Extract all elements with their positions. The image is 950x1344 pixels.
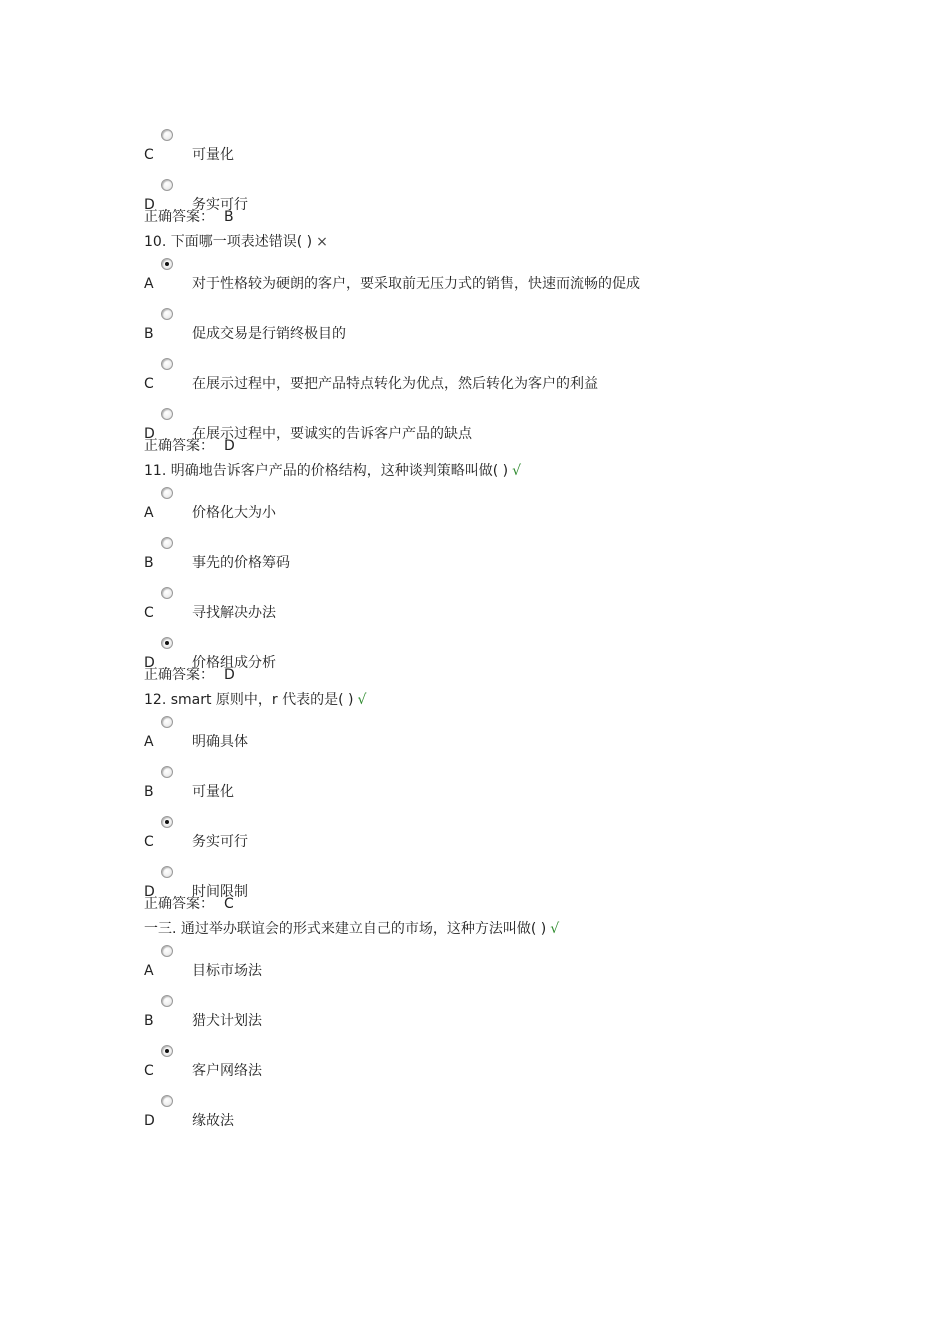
correct-answer-value: B <box>224 209 234 225</box>
radio-button-icon[interactable] <box>161 179 173 191</box>
quiz-document <box>144 126 844 1142</box>
option-text: 寻找解决办法 <box>192 605 276 621</box>
option-b[interactable] <box>144 992 844 1042</box>
option-text: 明确具体 <box>192 734 248 750</box>
option-d[interactable] <box>144 863 844 913</box>
question-title <box>144 920 844 942</box>
option-a[interactable] <box>144 484 844 534</box>
correct-answer-value: D <box>224 438 235 454</box>
option-letter: D <box>144 197 155 213</box>
correct-answer-value: D <box>224 667 235 683</box>
radio-button-icon[interactable] <box>161 587 173 599</box>
radio-button-icon[interactable] <box>161 358 173 370</box>
option-a[interactable] <box>144 942 844 992</box>
option-letter: D <box>144 884 155 900</box>
option-d[interactable] <box>144 634 844 684</box>
option-text: 务实可行 <box>192 197 248 213</box>
option-text: 目标市场法 <box>192 963 262 979</box>
correct-answer-label: 正确答案： <box>144 438 214 454</box>
radio-selected-icon[interactable] <box>161 258 173 270</box>
option-text: 缘故法 <box>192 1113 234 1129</box>
radio-button-icon[interactable] <box>161 537 173 549</box>
correct-answer-value: C <box>224 896 234 912</box>
option-a[interactable] <box>144 713 844 763</box>
radio-button-icon[interactable] <box>161 945 173 957</box>
radio-button-icon[interactable] <box>161 866 173 878</box>
option-letter: B <box>144 784 154 800</box>
option-letter: A <box>144 276 154 292</box>
option-letter: D <box>144 426 155 442</box>
question-title <box>144 691 844 713</box>
option-a[interactable] <box>144 255 844 305</box>
radio-button-icon[interactable] <box>161 995 173 1007</box>
option-text: 价格组成分析 <box>192 655 276 671</box>
option-text: 可量化 <box>192 147 234 163</box>
option-text: 价格化大为小 <box>192 505 276 521</box>
correct-mark-icon: √ <box>512 463 522 479</box>
option-c[interactable] <box>144 813 844 863</box>
radio-button-icon[interactable] <box>161 716 173 728</box>
option-letter: A <box>144 505 154 521</box>
option-text: 时间限制 <box>192 884 248 900</box>
radio-button-icon[interactable] <box>161 408 173 420</box>
option-text: 在展示过程中，要诚实的告诉客户产品的缺点 <box>192 426 472 442</box>
option-b[interactable] <box>144 534 844 584</box>
option-text: 对于性格较为硬朗的客户，要采取前无压力式的销售，快速而流畅的促成 <box>192 276 640 292</box>
wrong-mark-icon: × <box>316 234 328 250</box>
correct-answer-label: 正确答案： <box>144 209 214 225</box>
option-letter: B <box>144 555 154 571</box>
option-d[interactable] <box>144 1092 844 1142</box>
option-text: 事先的价格筹码 <box>192 555 290 571</box>
option-letter: D <box>144 1113 155 1129</box>
question-title <box>144 233 844 255</box>
option-d[interactable] <box>144 176 844 226</box>
option-letter: C <box>144 376 154 392</box>
question-title <box>144 462 844 484</box>
option-c[interactable] <box>144 355 844 405</box>
correct-answer-label: 正确答案： <box>144 896 214 912</box>
radio-button-icon[interactable] <box>161 129 173 141</box>
option-letter: C <box>144 1063 154 1079</box>
option-text: 务实可行 <box>192 834 248 850</box>
correct-answer-label: 正确答案： <box>144 667 214 683</box>
option-letter: A <box>144 734 154 750</box>
option-text: 在展示过程中，要把产品特点转化为优点，然后转化为客户的利益 <box>192 376 598 392</box>
option-b[interactable] <box>144 763 844 813</box>
option-letter: B <box>144 326 154 342</box>
question-text: 10. 下面哪一项表述错误( ) <box>144 234 313 250</box>
option-letter: D <box>144 655 155 671</box>
option-letter: C <box>144 834 154 850</box>
option-text: 客户网络法 <box>192 1063 262 1079</box>
option-c[interactable] <box>144 584 844 634</box>
correct-mark-icon: √ <box>550 921 560 937</box>
correct-mark-icon: √ <box>357 692 367 708</box>
radio-selected-icon[interactable] <box>161 1045 173 1057</box>
option-c[interactable] <box>144 126 844 176</box>
radio-button-icon[interactable] <box>161 1095 173 1107</box>
option-letter: C <box>144 147 154 163</box>
option-letter: C <box>144 605 154 621</box>
option-b[interactable] <box>144 305 844 355</box>
radio-button-icon[interactable] <box>161 308 173 320</box>
option-text: 猎犬计划法 <box>192 1013 262 1029</box>
option-text: 促成交易是行销终极目的 <box>192 326 346 342</box>
question-text: 一三. 通过举办联谊会的形式来建立自己的市场，这种方法叫做( ) <box>144 921 547 937</box>
radio-button-icon[interactable] <box>161 487 173 499</box>
option-d[interactable] <box>144 405 844 455</box>
question-text: 12. smart 原则中，r 代表的是( ) <box>144 692 354 708</box>
option-letter: A <box>144 963 154 979</box>
radio-selected-icon[interactable] <box>161 637 173 649</box>
radio-selected-icon[interactable] <box>161 816 173 828</box>
radio-button-icon[interactable] <box>161 766 173 778</box>
option-c[interactable] <box>144 1042 844 1092</box>
option-text: 可量化 <box>192 784 234 800</box>
question-text: 11. 明确地告诉客户产品的价格结构，这种谈判策略叫做( ) <box>144 463 509 479</box>
option-letter: B <box>144 1013 154 1029</box>
